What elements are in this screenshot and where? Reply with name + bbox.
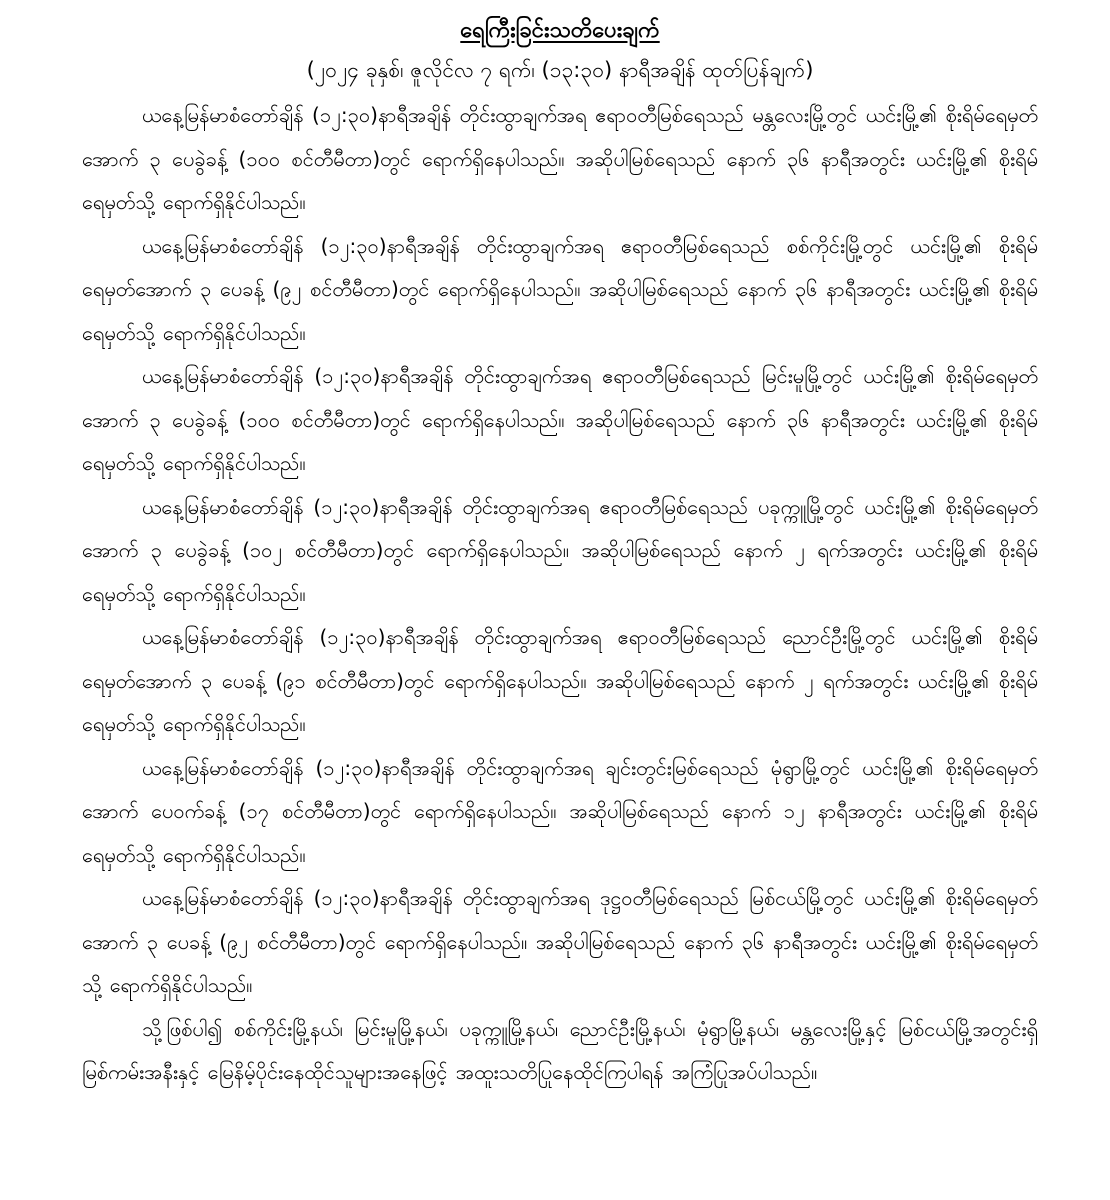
paragraph-sagaing: ယနေ့မြန်မာစံတော်ချိန် (၁၂:၃၀)နာရီအချိန် တိုင်းထွာချက်အရ ဧရာဝတီမြစ်ရေသည် စစ်ကိုင်းမြို့တွင် ယင်းမြို့၏ စိုးရိမ်ရေမှတ်အောက် ၃ ပေခန့် (၉၂ စင်တီမီတာ)တွင် ရောက်ရှိနေပါသည်။ အဆိုပါမြစ်ရေသည် နောက် ၃၆ နာရီအတွင်း ယင်းမြို့၏ စိုးရိမ်ရေမှတ်သို့ ရောက်ရှိနိုင်ပါသည်။	[82, 233, 1038, 345]
paragraph-monywa: ယနေ့မြန်မာစံတော်ချိန် (၁၂:၃၀)နာရီအချိန် တိုင်းထွာချက်အရ ချင်းတွင်းမြစ်ရေသည် မုံရွာမြို့တွင် ယင်းမြို့၏ စိုးရိမ်ရေမှတ်အောက် ပေဝက်ခန့် (၁၇ စင်တီမီတာ)တွင် ရောက်ရှိနေပါသည်။ အဆိုပါမြစ်ရေသည် နောက် ၁၂ နာရီအတွင်း ယင်းမြို့၏ စိုးရိမ်ရေမှတ်သို့ ရောက်ရှိနိုင်ပါသည်။	[82, 755, 1038, 867]
paragraph-advisory: သို့ဖြစ်ပါ၍ စစ်ကိုင်းမြို့နယ်၊ မြင်းမူမြို့နယ်၊ ပခုက္ကူမြို့နယ်၊ ညောင်ဦးမြို့နယ်၊ မုံရွာမြို့နယ်၊ မန္တလေးမြို့နှင့် မြစ်ငယ်မြို့အတွင်းရှိ မြစ်ကမ်းအနီးနှင့် မြေနိမ့်ပိုင်းနေထိုင်သူများအနေဖြင့် အထူးသတိပြုနေထိုင်ကြပါရန် အကြံပြုအပ်ပါသည်။	[82, 1016, 1038, 1084]
document-subtitle: (၂၀၂၄ ခုနှစ်၊ ဇူလိုင်လ ၇ ရက်၊ (၁၃:၃၀) နာရီအချိန် ထုတ်ပြန်ချက်)	[306, 58, 814, 82]
paragraph-pakokku: ယနေ့မြန်မာစံတော်ချိန် (၁၂:၃၀)နာရီအချိန် တိုင်းထွာချက်အရ ဧရာဝတီမြစ်ရေသည် ပခုက္ကူမြို့တွင် ယင်းမြို့၏ စိုးရိမ်ရေမှတ်အောက် ၃ ပေခွဲခန့် (၁၀၂ စင်တီမီတာ)တွင် ရောက်ရှိနေပါသည်။ အဆိုပါမြစ်ရေသည် နောက် ၂ ရက်အတွင်း ယင်းမြို့၏ စိုးရိမ်ရေမှတ်သို့ ရောက်ရှိနိုင်ပါသည်။	[82, 494, 1038, 606]
paragraph-mandalay: ယနေ့မြန်မာစံတော်ချိန် (၁၂:၃၀)နာရီအချိန် တိုင်းထွာချက်အရ ဧရာဝတီမြစ်ရေသည် မန္တလေးမြို့တွင် ယင်းမြို့၏ စိုးရိမ်ရေမှတ်အောက် ၃ ပေခွဲခန့် (၁၀၀ စင်တီမီတာ)တွင် ရောက်ရှိနေပါသည်။ အဆိုပါမြစ်ရေသည် နောက် ၃၆ နာရီအတွင်း ယင်းမြို့၏ စိုးရိမ်ရေမှတ်သို့ ရောက်ရှိနိုင်ပါသည်။	[82, 103, 1038, 214]
document-title: ရေကြီးခြင်းသတိပေးချက်	[460, 18, 660, 43]
paragraph-nyaung-u: ယနေ့မြန်မာစံတော်ချိန် (၁၂:၃၀)နာရီအချိန် တိုင်းထွာချက်အရ ဧရာဝတီမြစ်ရေသည် ညောင်ဦးမြို့တွင် ယင်းမြို့၏ စိုးရိမ်ရေမှတ်အောက် ၃ ပေခန့် (၉၁ စင်တီမီတာ)တွင် ရောက်ရှိနေပါသည်။ အဆိုပါမြစ်ရေသည် နောက် ၂ ရက်အတွင်း ယင်းမြို့၏ စိုးရိမ်ရေမှတ်သို့ ရောက်ရှိနိုင်ပါသည်။	[82, 625, 1038, 736]
paragraph-myitnge: ယနေ့မြန်မာစံတော်ချိန် (၁၂:၃၀)နာရီအချိန် တိုင်းထွာချက်အရ ဒုဋ္ဌဝတီမြစ်ရေသည် မြစ်ငယ်မြို့တွင် ယင်းမြို့၏ စိုးရိမ်ရေမှတ်အောက် ၃ ပေခန့် (၉၂ စင်တီမီတာ)တွင် ရောက်ရှိနေပါသည်။ အဆိုပါမြစ်ရေသည် နောက် ၃၆ နာရီအတွင်း ယင်းမြို့၏ စိုးရိမ်ရေမှတ်သို့ ရောက်ရှိနိုင်ပါသည်။	[82, 886, 1038, 997]
paragraph-myinmu: ယနေ့မြန်မာစံတော်ချိန် (၁၂:၃၀)နာရီအချိန် တိုင်းထွာချက်အရ ဧရာဝတီမြစ်ရေသည် မြင်းမူမြို့တွင် ယင်းမြို့၏ စိုးရိမ်ရေမှတ်အောက် ၃ ပေခွဲခန့် (၁၀၀ စင်တီမီတာ)တွင် ရောက်ရှိနေပါသည်။ အဆိုပါမြစ်ရေသည် နောက် ၃၆ နာရီအတွင်း ယင်းမြို့၏ စိုးရိမ်ရေမှတ်သို့ ရောက်ရှိနိုင်ပါသည်။	[82, 364, 1038, 475]
